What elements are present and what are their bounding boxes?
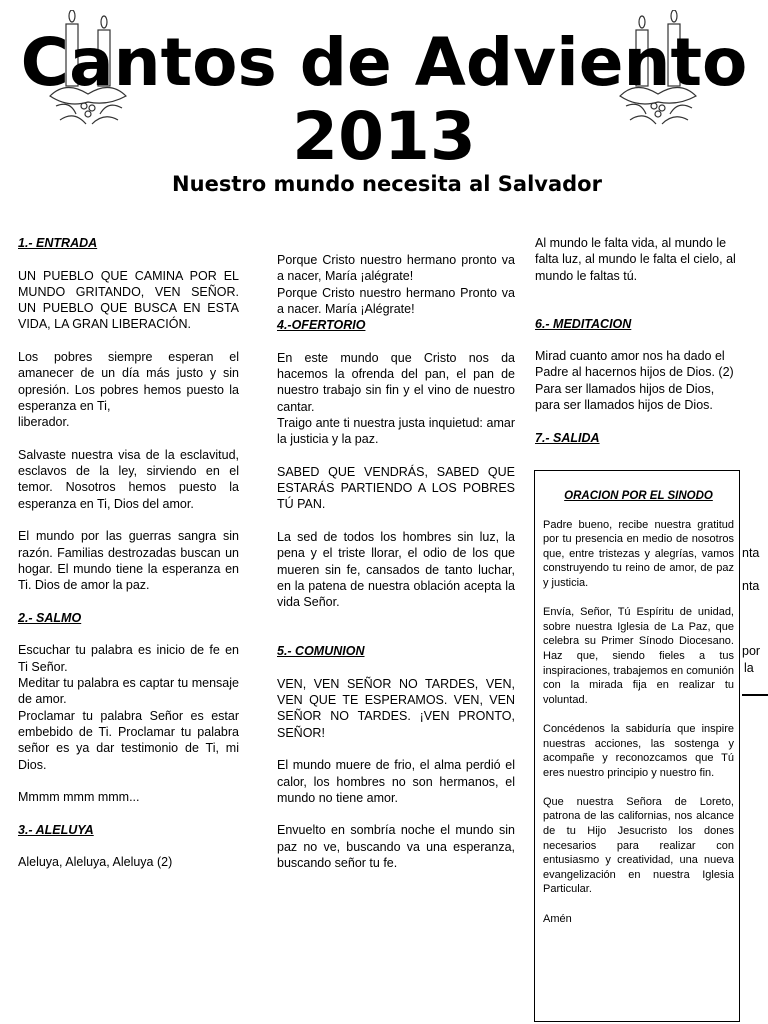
clipped-text-fragment: por [742,644,761,658]
oracion-paragraph-1: Padre bueno, recibe nuestra gratitud por tu presencia en medio de nosotros que, entre tristezas y alegrías, vamos construyendo tu reino de amor, de paz y justicia. [543,518,734,589]
clipped-text-fragment: la [744,661,754,675]
comunion-chorus: VEN, VEN SEÑOR NO TARDES, VEN, VEN QUE TE ESPERAMOS. VEN, VEN SEÑOR NO TARDES. ¡VEN PRONTO, SEÑOR! [277,676,515,740]
page-title-line1: Cantos de Adviento [20,24,748,101]
entrada-verse-1: UN PUEBLO QUE CAMINA POR EL MUNDO GRITANDO, VEN SEÑOR. UN PUEBLO QUE BUSCA EN ESTA VIDA, LA GRAN LIBERACIÓN. [18,268,239,332]
intro-verse-2: Porque Cristo nuestro hermano Pronto va a nacer. María ¡Alégrate! [277,285,515,316]
salmo-line-4: Mmmm mmm mmm... [18,790,140,805]
column-right [535,235,768,447]
clipped-text-fragment: nta [742,579,760,593]
column-left [18,235,239,887]
meditacion-line-4: para ser llamados hijos de Dios. [535,398,713,413]
salmo-line-2: Meditar tu palabra es captar tu mensaje de amor. [18,676,239,707]
salmo-line-1: Escuchar tu palabra es inicio de fe en Ti Señor. [18,643,239,674]
aleluya-line: Aleluya, Aleluya, Aleluya (2) [18,855,173,870]
col3-line-2: falta luz, al mundo le falta el cielo, al [535,252,736,267]
ofertorio-chorus: SABED QUE VENDRÁS, SABED QUE ESTARÁS PARTIENDO A LOS POBRES TÚ PAN. [277,464,515,512]
meditacion-heading: 6.- MEDITACION [535,316,632,331]
comunion-heading: 5.- COMUNION [277,644,365,659]
col3-line-1: Al mundo le falta vida, al mundo le [535,236,727,250]
aleluya-heading: 3.- ALELUYA [18,822,94,837]
entrada-verse-3: Salvaste nuestra visa de la esclavitud, esclavos de la ley, sirviendo en el temor. Nosotros hemos puesto la esperanza en Ti, Dios del amor. [18,447,239,511]
comunion-verse-2: Envuelto en sombría noche el mundo sin paz no ve, buscando va una esperanza, buscando señor tu fe. [277,823,515,870]
ofertorio-verse-1b: Traigo ante ti nuestra justa inquietud: amar la justicia y la paz. [277,415,515,447]
entrada-heading: 1.- ENTRADA [18,236,98,250]
ofertorio-heading: 4.-OFERTORIO [277,318,366,333]
salmo-heading: 2.- SALMO [18,610,82,625]
meditacion-line-1: Mirad cuanto amor nos ha dado el [535,349,725,364]
oracion-paragraph-3: Concédenos la sabiduría que inspire nuestras acciones, las sostenga y acompañe y reconozcamos que Tú eres nuestro principio y nuestro fin. [543,722,734,779]
ofertorio-verse-1: En este mundo que Cristo nos da hacemos la ofrenda del pan, el pan de nuestro trabajo sin fin y el vino de nuestro cantar. [277,350,515,414]
ofertorio-verse-2: La sed de todos los hombres sin luz, la pena y el triste llorar, el odio de los que mueren sin fe, cansados de tanto luchar, en la patena de nuestra oblación acepta la vida Señor. [277,530,515,610]
oracion-paragraph-2: Envía, Señor, Tú Espíritu de unidad, sobre nuestra Iglesia de La Paz, que celebra su Primer Sínodo Diocesano. Haz que, siendo fieles a tus inspiraciones, trabajemos en comunión con la mirada fija en realizar tu voluntad. [543,606,734,706]
oracion-amen: Amén [543,912,572,925]
entrada-verse-2b: liberador. [18,415,70,430]
page-subtitle: Nuestro mundo necesita al Salvador [172,172,602,196]
meditacion-line-2: Padre al hacernos hijos de Dios. (2) [535,365,734,380]
salida-heading: 7.- SALIDA [535,431,600,446]
intro-verse-1: Porque Cristo nuestro hermano pronto va a nacer, María ¡alégrate! [277,253,515,284]
salmo-line-3: Proclamar tu palabra Señor es estar embebido de Ti. Proclamar tu palabra señor es ya dar testimonio de Ti, mi Dios. [18,708,239,772]
comunion-verse-1: El mundo muere de frio, el alma perdió el calor, los hombres no son hermanos, el mundo no tiene amor. [277,758,515,805]
clipped-text-fragment: nta [742,546,760,560]
entrada-verse-2: Los pobres siempre esperan el amanecer de un día más justo y sin opresión. Los pobres hemos puesto la esperanza en Ti, [18,350,239,413]
oracion-heading: ORACION POR EL SINODO [564,490,713,502]
oracion-paragraph-4: Que nuestra Señora de Loreto, patrona de las californias, nos alcance de tu Hijo Jesucristo los dones necesarios para realizar con entusiasmo y creatividad, una nueva evangelización en nuestra Iglesia Particular. [543,795,734,896]
page-title-line2: 2013 [292,98,476,175]
meditacion-line-3: Para ser llamados hijos de Dios, [535,381,715,396]
entrada-verse-4: El mundo por las guerras sangra sin razón. Familias destrozadas buscan un hogar. El mundo tiene la esperanza en Ti. Dios de amor la paz. [18,529,239,593]
oracion-sinodo-box [534,470,740,1022]
divider-line-fragment [742,694,768,696]
col3-line-3: mundo le faltas tú. [535,268,638,283]
column-middle [277,252,515,888]
